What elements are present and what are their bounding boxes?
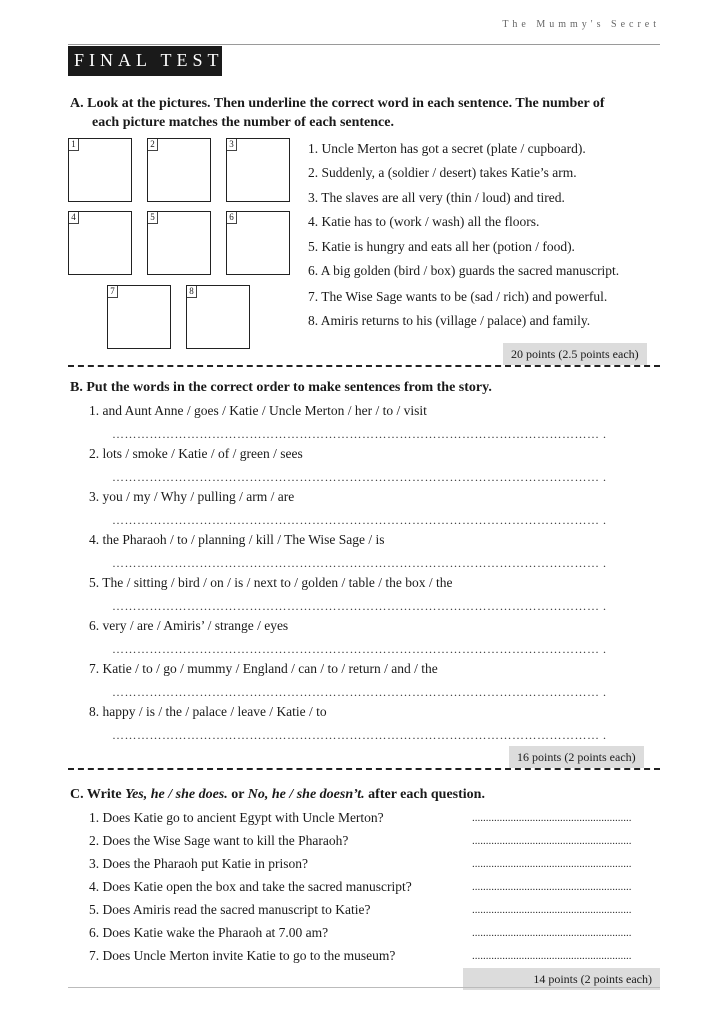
section-c-instruction	[70, 787, 485, 803]
picture-number: 3	[227, 139, 237, 151]
sentence-a-5: 5. Katie is hungry and eats all her (potion / food).	[308, 239, 575, 254]
answer-line[interactable]: ..........................................................	[472, 835, 632, 847]
section-c-question-5: 5. Does Amiris read the sacred manuscript to Katie?	[89, 902, 371, 917]
answer-line[interactable]: ……………………………………………………………………………………………………… .	[112, 599, 607, 613]
header-divider	[68, 44, 660, 45]
answer-line[interactable]: ……………………………………………………………………………………………………… .	[112, 427, 607, 441]
header-title: The Mummy's Secret	[502, 19, 660, 30]
picture-number: 6	[227, 212, 237, 224]
picture-box-3	[226, 138, 290, 202]
picture-box-4	[68, 211, 132, 275]
section-b-item-4: 4. the Pharaoh / to / planning / kill / The Wise Sage / is	[89, 532, 385, 547]
sentence-a-7: 7. The Wise Sage wants to be (sad / rich) and powerful.	[308, 289, 608, 304]
sentence-a-4: 4. Katie has to (work / wash) all the floors.	[308, 214, 540, 229]
picture-number: 8	[187, 286, 197, 298]
sentence-a-1: 1. Uncle Merton has got a secret (plate / cupboard).	[308, 141, 586, 156]
section-divider	[68, 768, 660, 770]
section-b-item-2: 2. lots / smoke / Katie / of / green / sees	[89, 446, 303, 461]
picture-box-7	[107, 285, 171, 349]
section-c-yes: Yes, he / she does.	[125, 787, 228, 802]
picture-box-5	[147, 211, 211, 275]
final-test-title: FINAL TEST	[74, 50, 224, 70]
section-divider	[68, 365, 660, 367]
answer-line[interactable]: ……………………………………………………………………………………………………… .	[112, 513, 607, 527]
section-c-no: No, he / she doesn’t.	[247, 787, 365, 802]
section-b-points: 16 points (2 points each)	[509, 746, 644, 768]
answer-line[interactable]: ..........................................................	[472, 881, 632, 893]
footer-divider	[68, 987, 660, 988]
section-b-item-5: 5. The / sitting / bird / on / is / next to / golden / table / the box / the	[89, 575, 453, 590]
section-c-question-4: 4. Does Katie open the box and take the sacred manuscript?	[89, 879, 412, 894]
section-b-item-6: 6. very / are / Amiris’ / strange / eyes	[89, 618, 289, 633]
section-c-or: or	[227, 787, 248, 802]
answer-line[interactable]: ..........................................................	[472, 904, 632, 916]
answer-line[interactable]: ……………………………………………………………………………………………………… .	[112, 685, 607, 699]
section-b-item-7: 7. Katie / to / go / mummy / England / can / to / return / and / the	[89, 661, 438, 676]
picture-box-1	[68, 138, 132, 202]
section-b-item-1: 1. and Aunt Anne / goes / Katie / Uncle Merton / her / to / visit	[89, 403, 427, 418]
picture-number: 7	[108, 286, 118, 298]
picture-box-8	[186, 285, 250, 349]
section-a-points: 20 points (2.5 points each)	[503, 343, 647, 365]
answer-line[interactable]: ..........................................................	[472, 950, 632, 962]
section-b-instruction: B. Put the words in the correct order to make sentences from the story.	[70, 380, 492, 395]
section-c-question-3: 3. Does the Pharaoh put Katie in prison?	[89, 856, 308, 871]
answer-line[interactable]: ……………………………………………………………………………………………………… .	[112, 728, 607, 742]
answer-line[interactable]: ..........................................................	[472, 927, 632, 939]
section-c-question-2: 2. Does the Wise Sage want to kill the Pharaoh?	[89, 833, 349, 848]
sentence-a-3: 3. The slaves are all very (thin / loud) and tired.	[308, 190, 565, 205]
picture-number: 5	[148, 212, 158, 224]
answer-line[interactable]: ……………………………………………………………………………………………………… .	[112, 470, 607, 484]
section-c-points: 14 points (2 points each)	[463, 968, 660, 990]
section-b-item-3: 3. you / my / Why / pulling / arm / are	[89, 489, 295, 504]
section-a-instruction-line2: each picture matches the number of each sentence.	[92, 115, 394, 130]
answer-line[interactable]: ..........................................................	[472, 812, 632, 824]
section-c-question-6: 6. Does Katie wake the Pharaoh at 7.00 am?	[89, 925, 329, 940]
section-c-question-7: 7. Does Uncle Merton invite Katie to go to the museum?	[89, 948, 396, 963]
picture-number: 2	[148, 139, 158, 151]
section-c-prefix: C. Write	[70, 787, 126, 802]
sentence-a-2: 2. Suddenly, a (soldier / desert) takes Katie’s arm.	[308, 165, 577, 180]
answer-line[interactable]: ..........................................................	[472, 858, 632, 870]
section-a-instruction-line1: A. Look at the pictures. Then underline the correct word in each sentence. The number of	[70, 96, 605, 111]
picture-number: 1	[69, 139, 79, 151]
picture-number: 4	[69, 212, 79, 224]
section-c-question-1: 1. Does Katie go to ancient Egypt with Uncle Merton?	[89, 810, 384, 825]
section-c-suffix: after each question.	[364, 787, 485, 802]
answer-line[interactable]: ……………………………………………………………………………………………………… .	[112, 556, 607, 570]
picture-box-2	[147, 138, 211, 202]
sentence-a-6: 6. A big golden (bird / box) guards the sacred manuscript.	[308, 263, 620, 278]
sentence-a-8: 8. Amiris returns to his (village / palace) and family.	[308, 313, 591, 328]
picture-box-6	[226, 211, 290, 275]
section-b-item-8: 8. happy / is / the / palace / leave / Katie / to	[89, 704, 327, 719]
answer-line[interactable]: ……………………………………………………………………………………………………… .	[112, 642, 607, 656]
